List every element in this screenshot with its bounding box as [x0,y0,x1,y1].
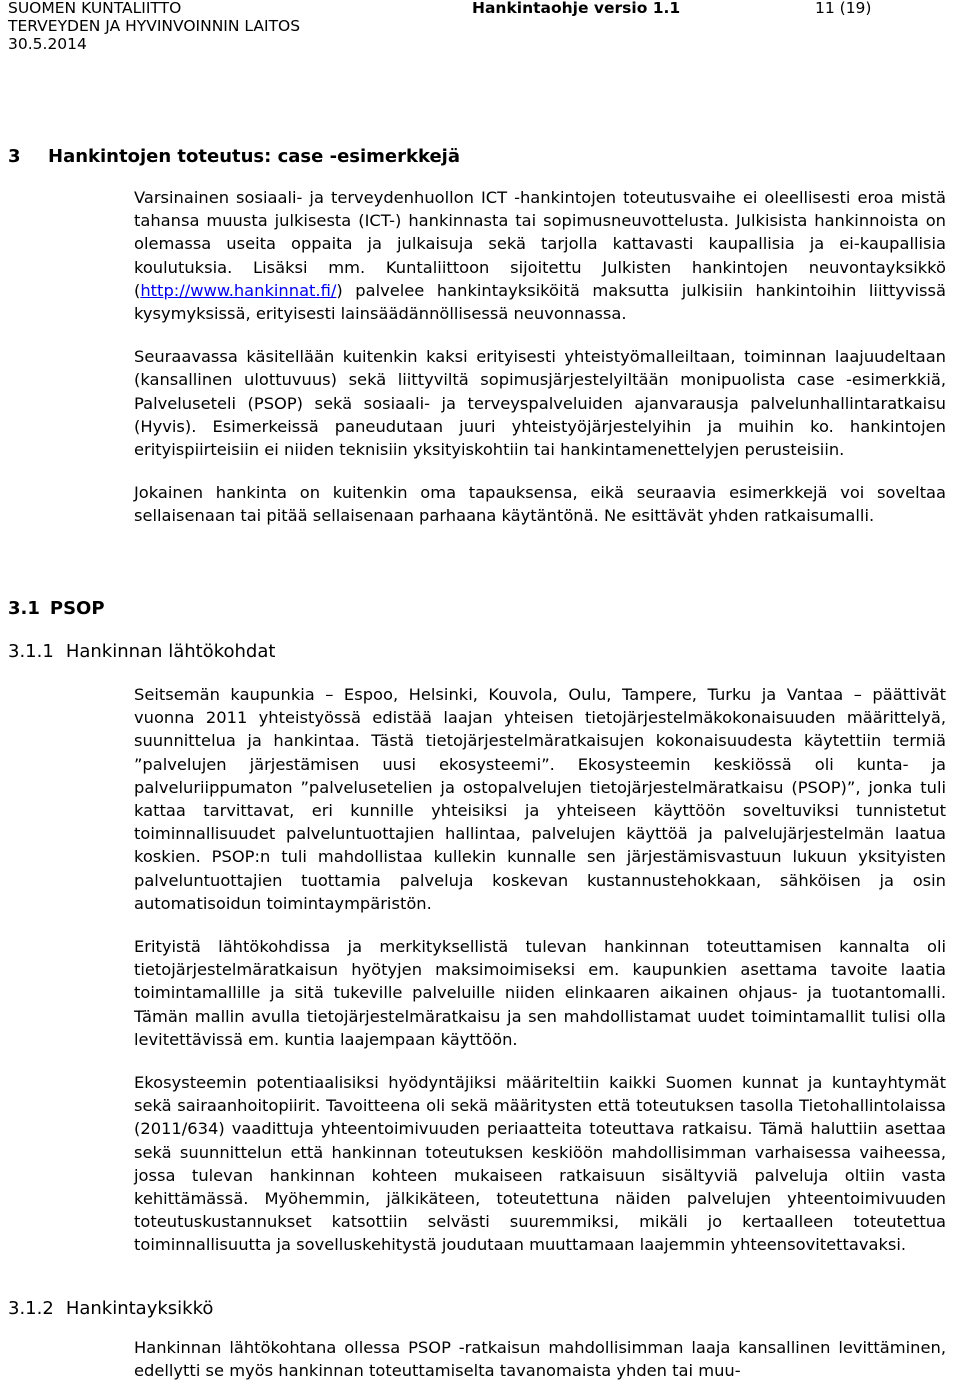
header-organizations [8,0,300,53]
section-title: PSOP [49,598,105,619]
section-3-1-heading [8,598,105,619]
header-date: 30.5.2014 [8,35,87,53]
paragraph: Hankinnan lähtökohtana ollessa PSOP -ratkaisun mahdollisimman laaja kansallinen levittäminen, edellytti se myös hankinnan toteuttamiselta tavanomaista yhden tai muu- [134,1338,946,1381]
section-3-1-2-heading [8,1298,213,1319]
section-number: 3.1.2 [8,1298,54,1319]
header-doc-title: Hankintaohje versio 1.1 [472,0,681,17]
paragraph-text: Varsinainen sosiaali- ja terveydenhuollon ICT -hankintojen toteutusvaihe ei oleellisesti eroa mistä tahansa muusta julkisesta (ICT-) hankinnasta tai sopimusneuvottelusta. Julkisista hankinnoista on olemassa useita oppaita ja julkaisuja sekä tarjolla kattavasti kaupallisia ja ei-kaupallisia koulutuksia. Lisäksi mm. Kuntaliittoon sijoitettu Julkisten hankintojen neuvontayksikkö ( [134,188,946,300]
header-org-kuntaliitto: SUOMEN KUNTALIITTO [8,0,182,17]
section-3-1-1-heading [8,641,275,662]
section-number: 3.1.1 [8,641,54,662]
section-3-1-1-body [134,683,946,1257]
paragraph: Seitsemän kaupunkia – Espoo, Helsinki, Kouvola, Oulu, Tampere, Turku ja Vantaa – päättivät vuonna 2011 yhteistyössä edistää laajan yhteisen tietojärjestelmäkokonaisuuden määrittelyä, suunnittelua ja hankintaa. Tästä tietojärjestelmäratkaisujen kokonaisuudesta käytettiin termiä ”palvelujen järjestämisen uusi ekosysteemi”. Ekosysteemin keskiössä oli kunta- ja palveluriippumaton ”palvelusetelien ja ostopalvelujen tietojärjestelmäratkaisu (PSOP)”, jonka tuli kattaa tarvittavat, eri kunnille yhteisiksi ja yhteiseen käyttöön soveltuviksi tunnistetut toiminnallisuudet palveluntuottajien hallintaa, palvelujen käyttöä ja palvelujärjestelmän laatua koskien. PSOP:n tuli mahdollistaa kullekin kunnalle sen järjestämisvastuun lukuun yksityisten palveluntuottajien tuottamia palveluja koskevan kustannustehokkaan, sähköisen ja osin automatisoidun toimintaympäristön. [134,685,946,913]
paragraph: Jokainen hankinta on kuitenkin oma tapauksensa, eikä seuraavia esimerkkejä voi soveltaa sellaisenaan tai pitää sellaisenaan parhaana käytäntönä. Ne esittävät yhden ratkaisumalli. [134,483,946,526]
section-title: Hankintayksikkö [65,1298,214,1319]
section-number: 3.1 [8,598,40,619]
section-3-heading [8,146,460,167]
paragraph-text: ) palvelee hankintayksiköitä maksutta julkisiin hankintoihin liittyvissä kysymyksissä, erityisesti lainsäädännöllisessä neuvonnassa. [134,280,946,324]
header-page-number: 11 (19) [815,0,872,17]
section-number: 3 [8,146,21,167]
page-header [0,0,960,54]
hankinnat-link[interactable]: http://www.hankinnat.fi/ [140,280,337,300]
section-3-1-2-body [134,1336,946,1382]
section-3-body [134,186,946,528]
section-title: Hankintojen toteutus: case -esimerkkejä [48,146,460,167]
paragraph [134,186,946,325]
section-title: Hankinnan lähtökohdat [65,641,276,662]
paragraph: Erityistä lähtökohdissa ja merkityksellistä tulevan hankinnan toteuttamisen kannalta oli tietojärjestelmäratkaisun hyötyjen maksimoimiseksi em. kaupunkien asettama tavoite laatia toimintamallille ja sitä tukeville palveluille niiden elinkaaren aikainen ohjaus- ja tuotantomalli. Tämän mallin avulla tietojärjestelmäratkaisu ja sen mahdollistamat uudet toimintamallit tulisi olla levitettävissä em. kuntia laajempaan käyttöön. [134,937,946,1049]
paragraph: Ekosysteemin potentiaalisiksi hyödyntäjiksi määriteltiin kaikki Suomen kunnat ja kuntayhtymät sekä sairaanhoitopiirit. Tavoitteena oli sekä määritysten että toteutuksen tasolla Tietohallintolaissa (2011/634) vaadittuja yhteentoimivuuden periaatteita toteuttava ratkaisu. Tämä haluttiin asettaa sekä suunnittelun että hankinnan toteutuksen keskiöön mahdollisimman varhaisessa vaiheessa, jossa tulevan hankinnan kohteen mukaiseen ratkaisuun sisältyviä palveluja oltiin vasta kehittämässä. Myöhemmin, jälkikäteen, toteutettuna näiden palvelujen yhteentoimivuuden toteutuskustannukset katsottiin selvästi suuremmiksi, mikäli jo kertaalleen toteutettua toiminnallisuutta ja sovelluskehitystä joudutaan muuttamaan laajemmin yhteensovitettavaksi. [134,1073,946,1255]
paragraph: Seuraavassa käsitellään kuitenkin kaksi erityisesti yhteistyömalleiltaan, toiminnan laajuudeltaan (kansallinen ulottuvuus) sekä liittyviltä sopimusjärjestelyiltään monipuolista case -esimerkkiä, Palveluseteli (PSOP) sekä sosiaali- ja terveyspalveluiden ajanvarausja palvelunhallintaratkaisu (Hyvis). Esimerkeissä paneudutaan juuri yhteistyöjärjestelyihin ja muihin ko. hankintojen erityispiirteisiin ei niiden teknisiin yksityiskohtiin tai hankintamenettelyjen perusteisiin. [134,347,946,460]
header-org-thl: TERVEYDEN JA HYVINVOINNIN LAITOS [8,17,301,35]
